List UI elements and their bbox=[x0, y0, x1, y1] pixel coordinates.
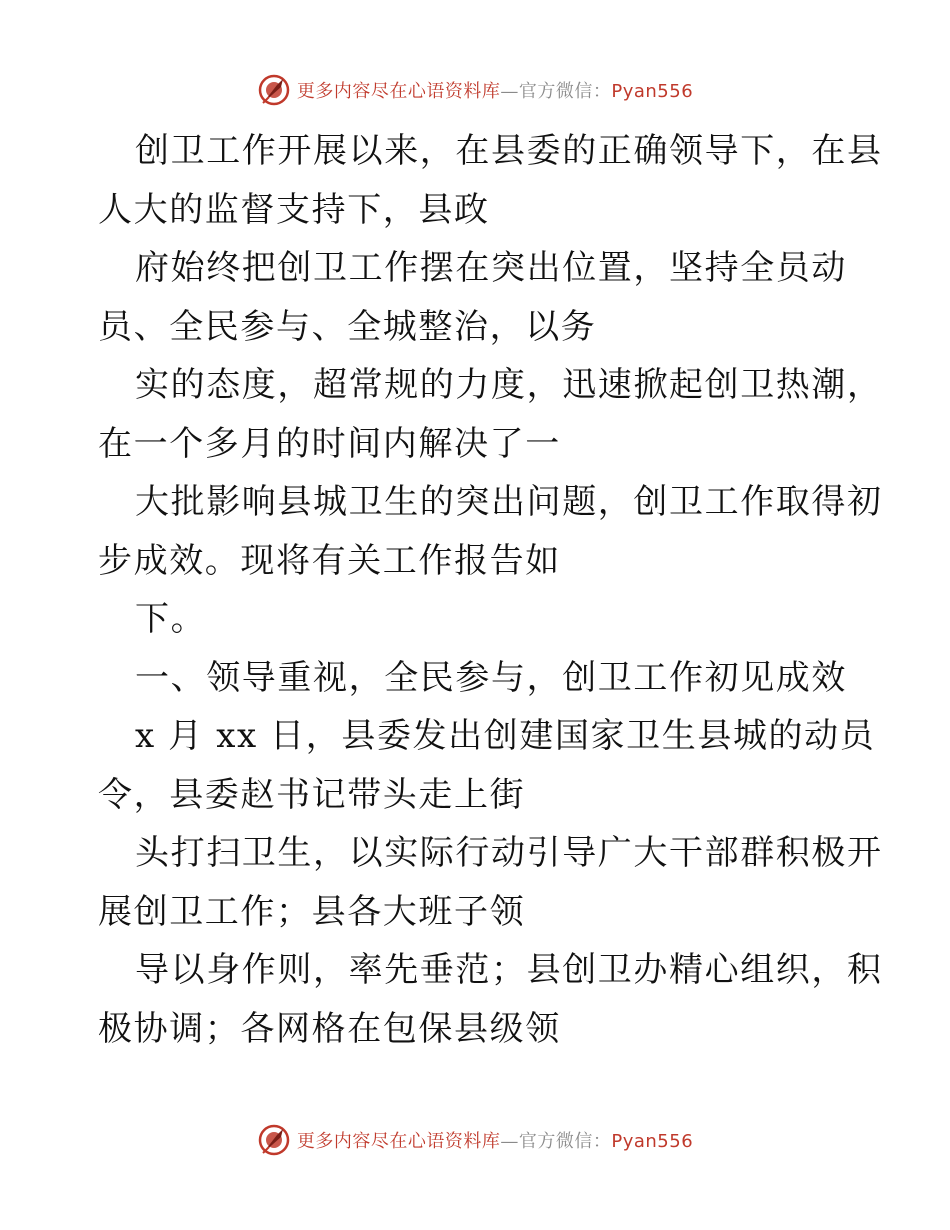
text-line: 令，县委赵书记带头走上街 bbox=[98, 774, 526, 815]
text-line: 实的态度，超常规的力度，迅速掀起创卫热潮， bbox=[135, 365, 883, 405]
banner-wechat-label: 官方微信： bbox=[518, 81, 612, 102]
text-line: 展创卫工作；县各大班子领 bbox=[98, 891, 526, 932]
text-line: x 月 xx 日，县委发出创建国家卫生县城的动员 bbox=[135, 716, 876, 756]
banner-separator: — bbox=[500, 81, 519, 102]
footer-banner bbox=[0, 1120, 950, 1160]
banner-wechat-id: Pyan556 bbox=[611, 1131, 694, 1152]
text-line: 员、全民参与、全城整治，以务 bbox=[98, 306, 597, 347]
quill-seal-icon bbox=[257, 1123, 291, 1157]
banner-text bbox=[297, 1127, 693, 1153]
header-banner bbox=[0, 70, 950, 110]
text-line: 极协调；各网格在包保县级领 bbox=[98, 1008, 561, 1049]
text-line: 人大的监督支持下，县政 bbox=[98, 189, 490, 230]
banner-wechat-label: 官方微信： bbox=[518, 1131, 612, 1152]
banner-site-text: 更多内容尽在心语资料库 bbox=[296, 81, 501, 102]
text-line: 头打扫卫生，以实际行动引导广大干部群积极开 bbox=[135, 833, 883, 873]
text-line: 创卫工作开展以来，在县委的正确领导下，在县 bbox=[135, 131, 883, 171]
text-line: 步成效。现将有关工作报告如 bbox=[98, 540, 561, 581]
text-line: 导以身作则，率先垂范；县创卫办精心组织，积 bbox=[135, 950, 883, 990]
text-line: 下。 bbox=[135, 599, 207, 639]
text-line: 大批影响县城卫生的突出问题，创卫工作取得初 bbox=[135, 482, 883, 522]
quill-seal-icon bbox=[257, 73, 291, 107]
banner-wechat-id: Pyan556 bbox=[611, 81, 694, 102]
text-line: 在一个多月的时间内解决了一 bbox=[98, 423, 561, 464]
document-body bbox=[98, 122, 883, 1058]
text-line: 府始终把创卫工作摆在突出位置，坚持全员动 bbox=[135, 248, 847, 288]
banner-text bbox=[297, 77, 693, 103]
banner-separator: — bbox=[500, 1131, 519, 1152]
banner-site-text: 更多内容尽在心语资料库 bbox=[296, 1131, 501, 1152]
text-line: 一、领导重视，全民参与，创卫工作初见成效 bbox=[135, 657, 847, 698]
